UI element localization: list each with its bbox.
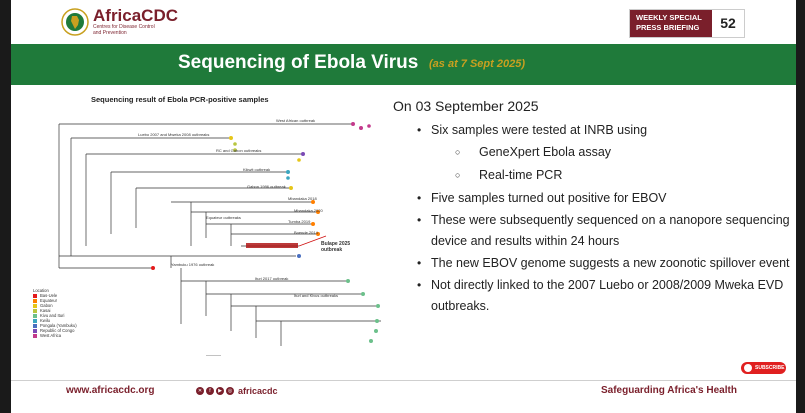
tree-label-west-african: West African outbreak	[276, 118, 316, 123]
legend-label: Bas-Uele	[40, 293, 58, 298]
legend-swatch	[33, 319, 37, 323]
bullet-item: • These were subsequently sequenced on a nanopore sequencing device and results within 24 hours	[393, 210, 793, 252]
tree-label-ituri-kivus: Ituri and Kivus outbreaks	[294, 293, 339, 298]
tree-label-ituri-2017: Ituri 2017 outbreak	[255, 276, 289, 281]
legend-swatch	[33, 309, 37, 313]
legend-label: Pongala (Yambuku)	[40, 323, 77, 328]
phylogenetic-tree	[31, 106, 381, 356]
social-handle: africacdc	[238, 386, 278, 396]
sub-bullet-item: ○ Real-time PCR	[431, 164, 793, 187]
slide-header	[11, 0, 796, 44]
subscribe-button[interactable]	[741, 362, 786, 374]
tree-label-mbandaka-2018: Mbandaka 2018	[288, 196, 317, 201]
press-briefing-badge	[629, 9, 745, 38]
bullet-text: Six samples were tested at INRB using	[431, 123, 648, 137]
sub-bullet-list	[431, 141, 793, 187]
legend-swatch	[33, 324, 37, 328]
africacdc-logo	[61, 7, 178, 36]
tree-label-boende-2014: Boende 2014	[294, 230, 318, 235]
tree-label-gabon-1996: Gabon 1996 outbreak	[247, 184, 286, 189]
briefing-label: WEEKLY SPECIAL PRESS BRIEFING	[630, 10, 710, 37]
x-icon: ✕	[197, 388, 203, 394]
slide-title: Sequencing of Ebola Virus	[178, 52, 419, 73]
legend-swatch	[33, 304, 37, 308]
footer-slogan: Safeguarding Africa's Health	[601, 385, 737, 396]
sub-bullet-item: ○ GeneXpert Ebola assay	[431, 141, 793, 164]
legend-item	[33, 333, 77, 338]
legend-swatch	[33, 314, 37, 318]
tree-legend	[33, 288, 77, 338]
legend-swatch	[33, 294, 37, 298]
tree-label-kikwit: Kikwit outbreak	[243, 167, 271, 172]
legend-swatch	[33, 334, 37, 338]
bullet-item: • The new EBOV genome suggests a new zoonotic spillover event	[393, 253, 793, 274]
tree-label-rc-gabon: RC and Gabon outbreaks	[216, 148, 262, 153]
legend-swatch	[33, 329, 37, 333]
tree-label-tumba-2019: Tumba 2019	[288, 219, 311, 224]
logo-subtitle: Centres for Disease Control and Prevention	[93, 24, 155, 36]
content-date-heading: On 03 September 2025	[393, 98, 539, 114]
tree-label-equateur: Equateur outbreaks	[206, 215, 241, 220]
youtube-icon: ▶	[216, 387, 224, 395]
tree-label-yambuku: Yambuku 1976 outbreak	[171, 262, 215, 267]
logo-name: AfricaCDC	[93, 6, 179, 25]
legend-swatch	[33, 299, 37, 303]
subscribe-label: SUBSCRIBE	[755, 365, 785, 371]
title-bar	[11, 44, 796, 85]
legend-label: Gabon	[40, 303, 53, 308]
content-panel	[393, 98, 793, 318]
bullet-list	[393, 120, 793, 317]
tree-label-mbandaka-2020: Mbandaka 2020	[294, 208, 323, 213]
bullet-item	[393, 120, 793, 187]
bulape-outbreak-label: Bulape 2025 outbreak	[321, 241, 351, 253]
footer-divider	[11, 380, 796, 381]
page-number: 52	[710, 10, 744, 37]
legend-label: Equateur	[40, 298, 57, 303]
legend-label: Kwilu	[40, 318, 51, 323]
tree-label-luebo-mweka: Luebo 2007 and Mweka 2008 outbreaks	[138, 132, 210, 137]
instagram-icon: ◎	[227, 388, 233, 394]
bullet-item: • Not directly linked to the 2007 Luebo or 2008/2009 Mweka EVD outbreaks.	[393, 275, 793, 317]
footer-website: www.africacdc.org	[66, 385, 155, 396]
bullet-item: • Five samples turned out positive for EBOV	[393, 188, 793, 209]
social-links	[196, 386, 278, 396]
legend-label: Kasai	[40, 308, 51, 313]
subscribe-icon	[744, 364, 752, 372]
slide-title-date: (as at 7 Sept 2025)	[429, 58, 525, 70]
legend-label: West Africa	[40, 333, 62, 338]
legend-label: Republic of Congo	[40, 328, 75, 333]
legend-label: Kivu and Ituri	[40, 313, 65, 318]
tree-title: Sequencing result of Ebola PCR-positive samples	[91, 95, 269, 104]
facebook-icon: f	[206, 387, 214, 395]
africa-emblem-icon	[61, 8, 89, 36]
legend-title: Location	[33, 288, 49, 293]
slide	[11, 0, 796, 413]
